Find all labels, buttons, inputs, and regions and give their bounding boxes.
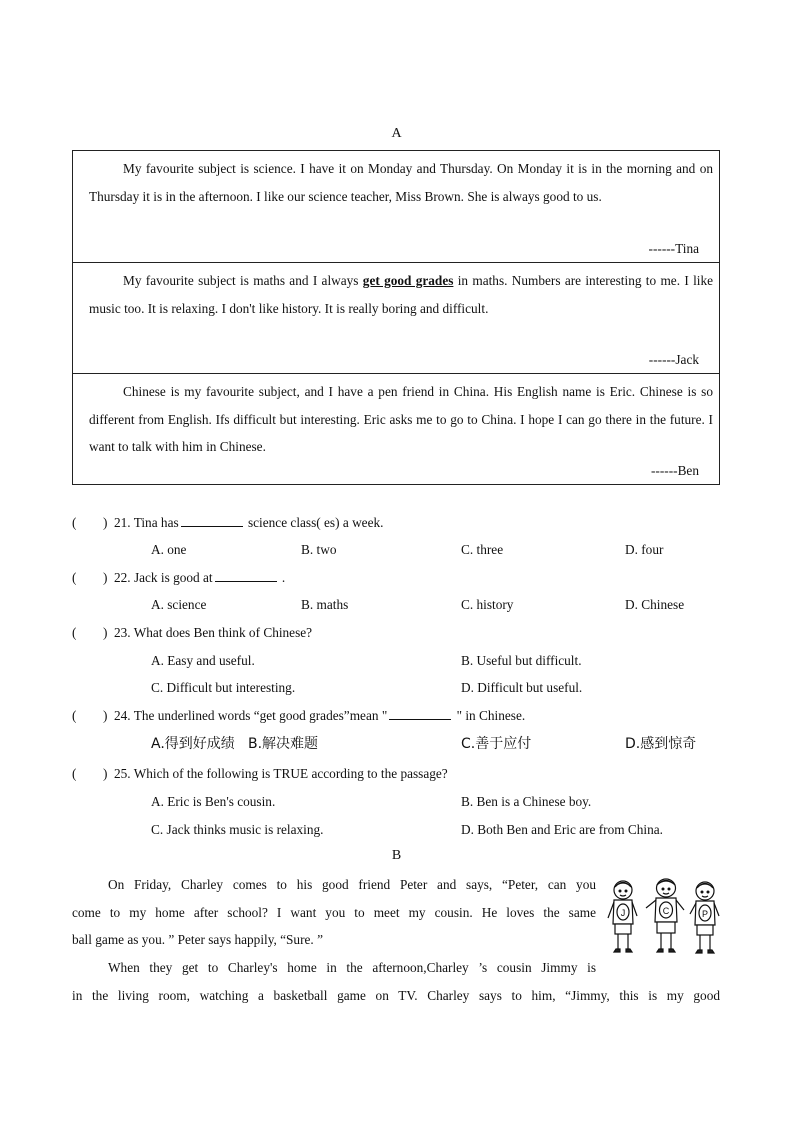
q25-option-a[interactable]: A. Eric is Ben's cousin.: [151, 794, 276, 809]
question-text-before: 22. Jack is good at: [114, 570, 213, 585]
section-a-title: A: [391, 126, 402, 141]
q25-option-d[interactable]: D. Both Ben and Eric are from China.: [461, 822, 663, 837]
q22-option-c[interactable]: C. history: [461, 597, 514, 612]
underlined-phrase: get good grades: [362, 273, 454, 288]
section-b-title: B: [391, 848, 402, 863]
answer-blank[interactable]: [389, 707, 451, 720]
answer-blank[interactable]: [181, 514, 243, 527]
question-text-before: 21. Tina has: [114, 515, 179, 530]
question-text: [114, 567, 285, 589]
passage-jack-signature: ------Jack: [648, 352, 699, 367]
answer-paren[interactable]: ( ): [72, 766, 108, 781]
section-b-paragraph-1: [72, 871, 596, 954]
question-text-after: .: [278, 570, 286, 585]
passage-ben: [73, 373, 719, 484]
q25-option-c[interactable]: C. Jack thinks music is relaxing.: [151, 822, 324, 837]
q22-option-d[interactable]: D. Chinese: [625, 597, 685, 612]
passage-jack-text-after: in maths. Numbers are interesting to me. I like music too. It is relaxing. I don't like history. It is really boring and difficult.: [89, 273, 714, 316]
letter-p: P: [701, 909, 709, 919]
answer-paren[interactable]: ( ): [72, 708, 108, 723]
q24-option-c[interactable]: C.善于应付: [461, 736, 532, 752]
letter-c: C: [662, 906, 670, 916]
answer-paren[interactable]: ( ): [72, 570, 108, 585]
q21-option-b[interactable]: B. two: [301, 542, 337, 557]
answer-blank[interactable]: [215, 569, 277, 582]
q25-option-b[interactable]: B. Ben is a Chinese boy.: [461, 794, 592, 809]
passage-jack-text: [89, 267, 713, 322]
paragraph-line: When they get to Charley's home in the afternoon,Charley ’s cousin Jimmy is: [108, 960, 596, 975]
three-boys-illustration: [606, 878, 722, 962]
question-text: [114, 512, 383, 534]
passage-ben-signature: ------Ben: [651, 463, 699, 478]
paragraph-line: On Friday, Charley comes to his good friend Peter and says, “Peter, can you: [108, 877, 596, 892]
q21-option-a[interactable]: A. one: [151, 542, 187, 557]
passage-tina-text: My favourite subject is science. I have it on Monday and Thursday. On Monday it is in the morning and on Thursday it is in the afternoon. I like our science teacher, Miss Brown. She is always good to us.: [89, 161, 713, 204]
q23-option-a[interactable]: A. Easy and useful.: [151, 653, 255, 668]
question-text-after: science class( es) a week.: [244, 515, 384, 530]
q24-option-a[interactable]: A.得到好成绩: [151, 736, 235, 752]
q23-option-d[interactable]: D. Difficult but useful.: [461, 680, 583, 695]
question-text: [114, 705, 525, 727]
passage-jack: [73, 262, 719, 373]
paragraph-line: come to my home after school? I want you to meet my cousin. He loves the same: [72, 904, 596, 920]
passage-tina: [73, 151, 719, 262]
passage-table: [72, 150, 720, 485]
q24-option-b[interactable]: B.解决难题: [248, 736, 319, 752]
answer-paren[interactable]: ( ): [72, 625, 108, 640]
q22-option-a[interactable]: A. science: [151, 597, 207, 612]
q23-option-c[interactable]: C. Difficult but interesting.: [151, 680, 296, 695]
q21-option-d[interactable]: D. four: [625, 542, 664, 557]
letter-j: J: [620, 908, 626, 918]
paragraph-line: in the living room, watching a basketball game on TV. Charley says to him, “Jimmy, this is my good: [72, 987, 720, 1003]
passage-ben-text: Chinese is my favourite subject, and I have a pen friend in China. His English name is Eric. Chinese is so different from English. Ifs difficult but interesting. Eric asks me to go to China. I hope I can go there in the future. I want to talk with him in Chinese.: [89, 384, 713, 455]
q21-option-c[interactable]: C. three: [461, 542, 504, 557]
section-b-paragraph-2: [72, 954, 720, 1009]
paragraph-line: ball game as you. ” Peter says happily, “Sure. ”: [72, 932, 323, 948]
question-text: 25. Which of the following is TRUE according to the passage?: [114, 766, 448, 781]
answer-paren[interactable]: ( ): [72, 515, 108, 530]
question-text-before: 24. The underlined words “get good grades”mean ": [114, 708, 388, 723]
q22-option-b[interactable]: B. maths: [301, 597, 349, 612]
question-text: 23. What does Ben think of Chinese?: [114, 625, 313, 640]
passage-tina-signature: ------Tina: [648, 241, 699, 256]
q23-option-b[interactable]: B. Useful but difficult.: [461, 653, 582, 668]
q24-option-d[interactable]: D.感到惊奇: [625, 736, 697, 752]
passage-jack-text-before: My favourite subject is maths and I always: [123, 273, 363, 288]
question-text-after: " in Chinese.: [453, 708, 526, 723]
